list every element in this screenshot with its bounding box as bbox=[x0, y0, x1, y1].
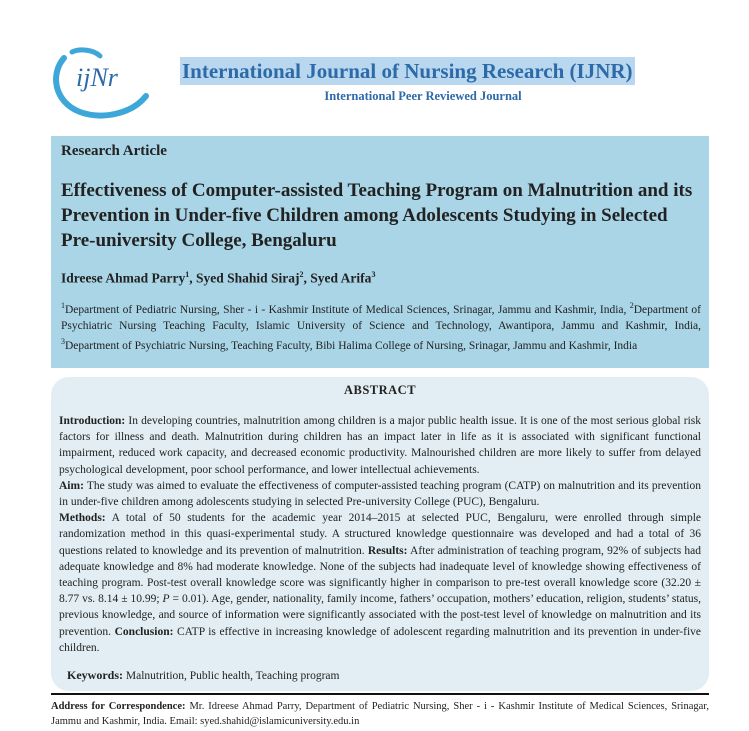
abstract-body bbox=[59, 413, 701, 656]
keywords-label: Keywords: bbox=[67, 668, 123, 682]
journal-subtitle: International Peer Reviewed Journal bbox=[324, 89, 522, 103]
aim-text: The study was aimed to evaluate the effectiveness of computer-assisted teaching program (CATP) on malnutrition and its prevention in under-five children among adolescents studying in selected Pre-university College (PUC), Bengaluru. bbox=[59, 479, 701, 509]
footer-divider bbox=[51, 693, 709, 695]
correspondence-label: Address for Correspondence: bbox=[51, 701, 186, 712]
affiliation-sup: 1 bbox=[61, 301, 65, 310]
logo-text: ijNr bbox=[76, 63, 118, 92]
journal-title: International Journal of Nursing Research (IJNR) bbox=[182, 59, 633, 83]
author-name: Syed Shahid Siraj bbox=[196, 270, 300, 286]
abstract-heading: ABSTRACT bbox=[343, 383, 417, 397]
author-list bbox=[61, 270, 701, 287]
conclusion-label: Conclusion: bbox=[114, 625, 174, 638]
affiliation-sup: 2 bbox=[629, 301, 634, 310]
author-separator: , bbox=[189, 270, 196, 286]
aim-label: Aim: bbox=[59, 479, 84, 492]
affiliation-sup: 3 bbox=[61, 336, 65, 346]
author-sup: 1 bbox=[185, 270, 190, 279]
correspondence-text: Mr. Idreese Ahmad Parry, Department of Pediatric Nursing, Sher - i - Kashmir Institute of Medical Sciences, Srinagar, Jammu and Kashmir, India. Email: syed.shahid@islamicuniversity.edu.in bbox=[51, 701, 709, 727]
affiliations bbox=[61, 298, 701, 354]
affiliation-text: Department of Pediatric Nursing, Sher - i - Kashmir Institute of Medical Sciences, Srinagar, Jammu and Kashmir, India, bbox=[65, 303, 630, 316]
conclusion-text: CATP is effective in increasing knowledge of adolescent regarding malnutrition and its prevention in under-five children. bbox=[59, 625, 702, 654]
author-separator: , bbox=[303, 270, 311, 286]
affiliation-text: Department of Psychiatric Nursing Teaching Faculty, Islamic University of Science and Technology, Awantipora, Jammu and Kashmir, India, bbox=[61, 303, 701, 332]
author-sup: 2 bbox=[299, 270, 304, 279]
correspondence-address bbox=[51, 699, 709, 729]
results-text-cont: = 0.01). Age, gender, nationality, family income, fathers’ occupation, mothers’ education, religion, students’ status, previous knowledge, and source of information were significantly associated with the post-test level of knowledge on malnutrition and its prevention. bbox=[59, 593, 701, 638]
methods-text: A total of 50 students for the academic year 2014–2015 at selected PUC, Bengaluru, were enrolled through simple randomization method in this quasi-experimental study. A structured knowledge questionnaire was developed and had a total of 36 questions related to knowledge and its prevention of malnutrition. bbox=[59, 512, 701, 557]
introduction-text: In developing countries, malnutrition among children is a major public health issue. It is one of the most serious global risk factors for illness and death. Malnutrition during children has an impact later in life as it is associated with significant functional impairment, reduced work capacity, and decreased economic productivity. Malnourished children are more likely to suffer from delayed psychological development, poor school performance, and lower intellectual achievements. bbox=[59, 415, 701, 476]
article-title: Effectiveness of Computer-assisted Teaching Program on Malnutrition and its Prevention in Under-five Children among Adolescents Studying in Selected Pre-university College, Bengaluru bbox=[61, 180, 693, 251]
introduction-label: Introduction: bbox=[59, 415, 126, 427]
p-value-symbol: P bbox=[162, 593, 170, 606]
author-name: Syed Arifa bbox=[310, 270, 372, 286]
results-text: After administration of teaching program, 92% of subjects had adequate knowledge and 8% had moderate knowledge. None of the subjects had inadequate level of knowledge showing effectiveness of teaching program. Post-test overall knowledge score was significantly higher in comparison to pre-test overall knowledge score (32.20 ± 8.77 vs. 8.14 ± 10.99; bbox=[59, 544, 702, 606]
keywords-text: Malnutrition, Public health, Teaching program bbox=[123, 670, 340, 682]
results-label: Results: bbox=[367, 544, 408, 557]
author-name: Idreese Ahmad Parry bbox=[61, 270, 186, 286]
methods-label: Methods: bbox=[59, 512, 106, 525]
journal-logo bbox=[50, 44, 152, 122]
keywords bbox=[67, 668, 697, 683]
affiliation-text: Department of Psychiatric Nursing, Teaching Faculty, Bibi Halima College of Nursing, Srinagar, Jammu and Kashmir, India bbox=[65, 339, 638, 352]
article-type: Research Article bbox=[61, 143, 167, 159]
author-sup: 3 bbox=[371, 270, 376, 279]
